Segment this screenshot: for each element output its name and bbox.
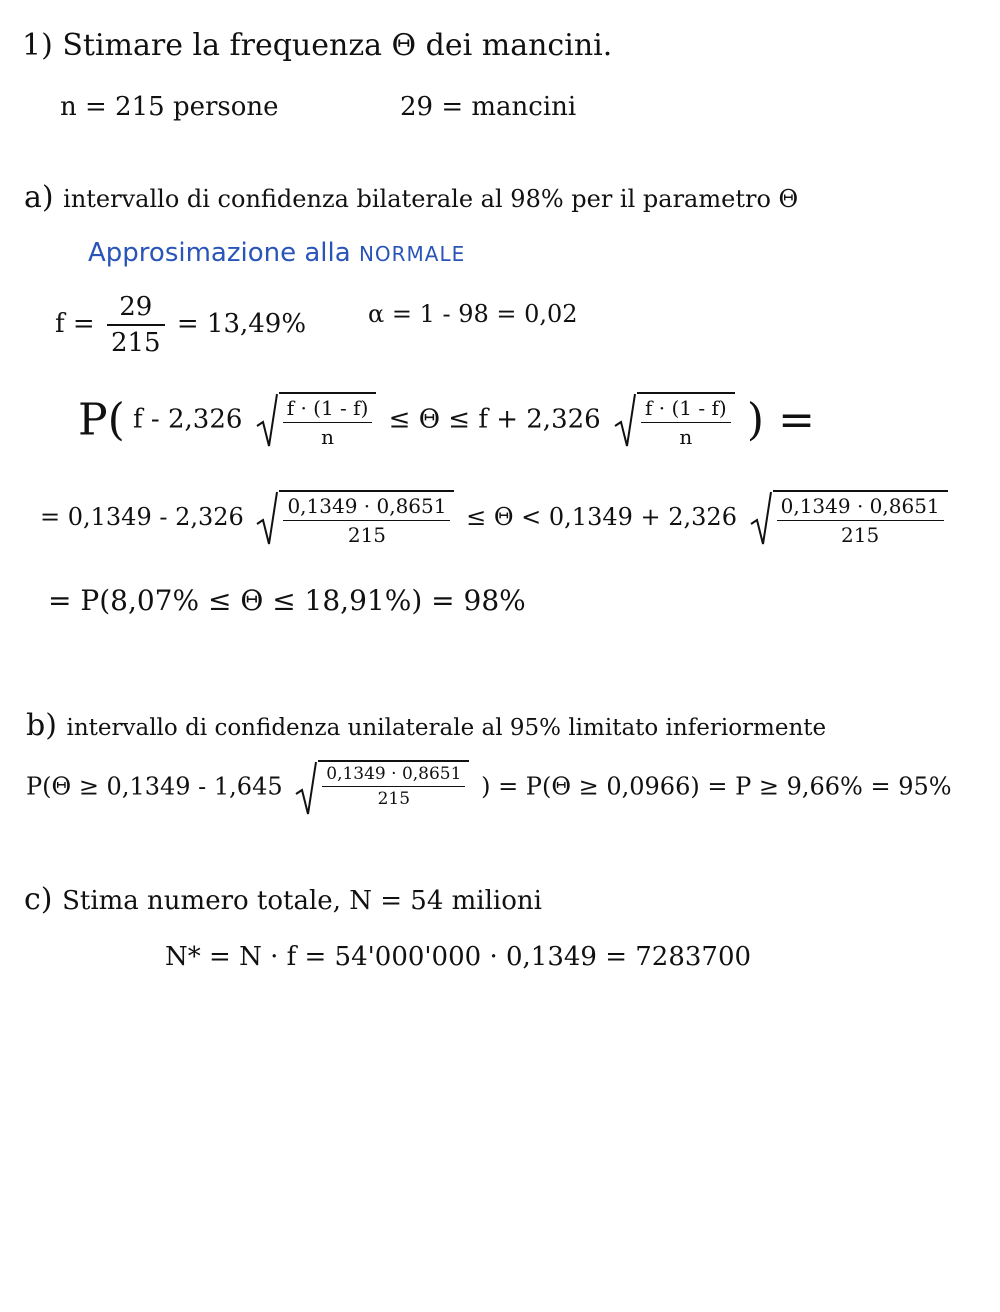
formula-frac-den-1: n <box>321 425 334 449</box>
formula-frac-num-2: f · (1 - f) <box>641 396 731 423</box>
numeric-frac-den-2: 215 <box>841 523 880 547</box>
problem-number: 1) <box>22 28 53 63</box>
sqrt-symbol-4 <box>749 490 948 547</box>
sqrt-symbol-2 <box>613 392 735 449</box>
sqrt-symbol-3 <box>255 490 454 547</box>
numeric-formula <box>40 490 952 547</box>
part-b-heading: intervallo di confidenza unilaterale al 95% limitato inferiormente <box>66 715 827 741</box>
f-denominator: 215 <box>110 328 161 358</box>
approximation-text: Approsimazione alla <box>88 238 351 268</box>
part-a-heading-line <box>24 180 798 215</box>
left-handed-count: 29 = mancini <box>400 92 577 122</box>
problem-title: Stimare la frequenza Θ dei mancini. <box>62 28 613 63</box>
p-left: f - 2,326 <box>133 404 243 435</box>
part-c-heading: Stima numero totale, N = 54 milioni <box>62 886 542 916</box>
f-lhs: f = <box>55 309 95 339</box>
part-a-result: = P(8,07% ≤ Θ ≤ 18,91%) = 98% <box>48 584 526 617</box>
numeric-frac-num-2: 0,1349 · 0,8651 <box>777 494 944 521</box>
part-b-frac-num: 0,1349 · 0,8651 <box>322 764 465 787</box>
f-fraction <box>107 292 165 358</box>
num-mid: ≤ Θ < 0,1349 + 2,326 <box>466 503 737 531</box>
frequency-line <box>55 292 306 358</box>
approximation-note <box>88 238 465 268</box>
p-open: P( <box>78 394 125 446</box>
approximation-normal: NORMALE <box>358 242 466 266</box>
formula-frac-num-1: f · (1 - f) <box>283 396 373 423</box>
num-lhs: = 0,1349 - 2,326 <box>40 503 244 531</box>
formula-frac-den-2: n <box>679 425 693 449</box>
part-b-expr-right: ) = P(Θ ≥ 0,0966) = P ≥ 9,66% = 95% <box>481 772 952 801</box>
sqrt-symbol-5 <box>294 760 469 816</box>
part-c-calculation: N* = N · f = 54'000'000 · 0,1349 = 7283700 <box>165 942 752 972</box>
p-mid: ≤ Θ ≤ f + 2,326 <box>388 404 601 435</box>
numeric-frac-num-1: 0,1349 · 0,8651 <box>283 494 450 521</box>
part-a-label: a) <box>24 180 54 215</box>
alpha-line: α = 1 - 98 = 0,02 <box>368 300 578 328</box>
part-c-label: c) <box>24 882 53 917</box>
part-c-heading-line <box>24 882 542 917</box>
probability-formula <box>78 392 815 449</box>
numeric-frac-den-1: 215 <box>347 523 387 547</box>
p-close: ) = <box>746 394 815 446</box>
part-a-heading: intervallo di confidenza bilaterale al 98% per il parametro Θ <box>63 185 799 213</box>
part-b-frac-den: 215 <box>377 789 411 809</box>
part-b-heading-line <box>26 708 826 743</box>
problem-title-line <box>22 28 612 63</box>
sqrt-symbol-1 <box>255 392 377 449</box>
f-rhs: = 13,49% <box>176 309 307 339</box>
f-numerator: 29 <box>107 292 165 326</box>
part-b-label: b) <box>26 708 57 743</box>
part-b-expr-left: P(Θ ≥ 0,1349 - 1,645 <box>26 772 283 801</box>
sample-size: n = 215 persone <box>60 92 279 122</box>
part-b-formula <box>26 760 952 816</box>
